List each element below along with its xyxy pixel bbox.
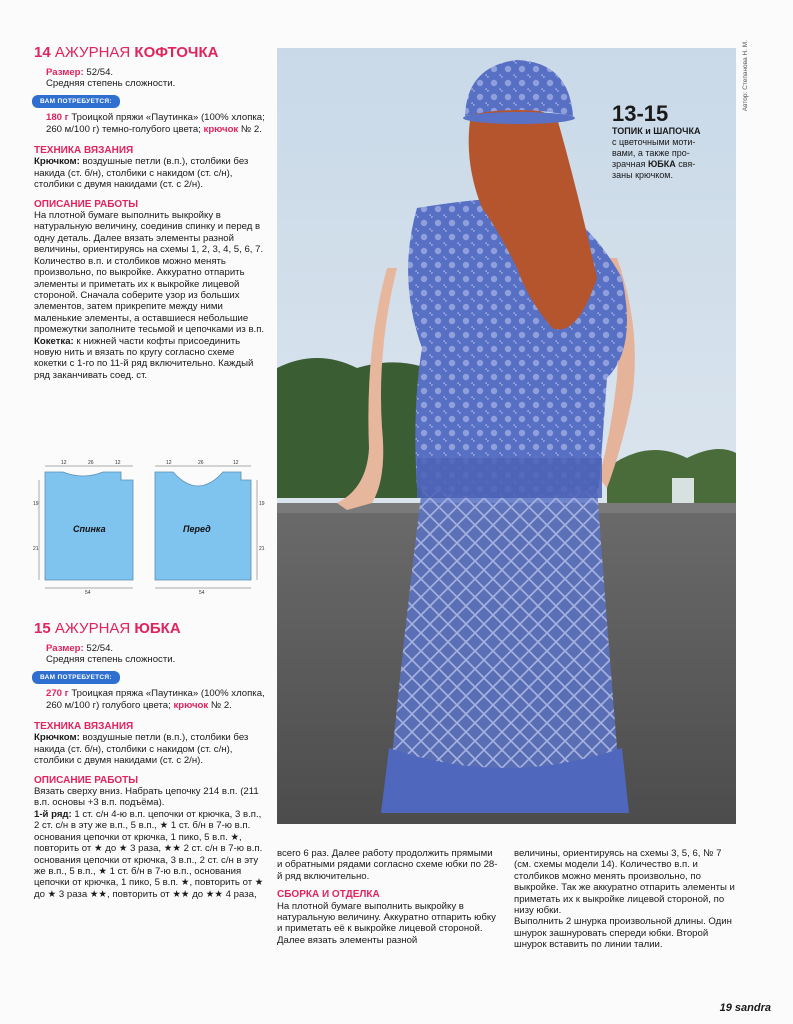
size-value: 52/54. <box>83 643 114 654</box>
section-heading: ТЕХНИКА ВЯЗАНИЯ <box>34 145 134 157</box>
dim-label: 26 <box>88 460 94 466</box>
model-number: 15 <box>34 620 51 637</box>
front-label: Перед <box>183 524 211 534</box>
hook-value: № 2. <box>208 699 232 711</box>
model15-title <box>34 620 268 637</box>
desc-intro: Вязать сверху вниз. Набрать цепочку 214 в.п. (211 в.п. основы +3 в.п. подъёма). <box>34 786 259 809</box>
tech-body: воздушные петли (в.п.), столбики без накида (ст. б/н), столбики с накидом (ст. с/н), столбики с двумя накидами (ст. с 2/н). <box>34 156 249 191</box>
caption-title: ТОПИК и ШАПОЧКА <box>612 126 701 136</box>
hook-label: крючок <box>203 123 239 135</box>
hook-label: крючок <box>173 699 209 711</box>
col2-text: На плотной бумаге выполнить выкройку в натуральную величину. Аккуратно отпарить юбку и приметать её к выкройке лицевой стороной. Далее вязать элементы разной <box>277 900 496 946</box>
tech-body: воздушные петли (в.п.), столбики без накида (ст. б/н), столбики с накидом (ст. с/н), столбики с двумя накидами (ст. с 2/н). <box>34 732 249 767</box>
yarn-text: Троицкая пряжа «Паутинка» (100% хлопка, 260 м/100 г) голубого цвета; <box>46 688 265 711</box>
model14-title <box>34 44 268 61</box>
size-label: Размер: <box>46 643 84 654</box>
caption-line: вами, а также про- <box>612 148 690 158</box>
col2-block <box>277 848 499 946</box>
pattern-schema <box>33 460 263 595</box>
dim-label: 26 <box>198 460 204 466</box>
yoke-body: к нижней части кофты присоединить новую нить и вязать по кругу согласно схеме кокетки с 1-го по 11-й ряд включительно. Каждый ряд заканчивать соед. ст. <box>34 335 254 381</box>
tech-text <box>34 156 268 190</box>
dim-label: 21 <box>259 546 265 552</box>
dim-label: 21 <box>33 546 39 552</box>
row1-bold: 1-й ряд: <box>34 808 72 820</box>
caption-bold: ЮБКА <box>647 159 676 169</box>
col3-block <box>514 848 738 951</box>
need-badge: ВАМ ПОТРЕБУЕТСЯ: <box>32 95 120 108</box>
yarn-text: Троицкой пряжи «Паутинка» (100% хлопка; 260 м/100 г) темно-голубого цвета; <box>46 112 265 135</box>
yarn-line <box>46 688 268 711</box>
title-word: КОФТОЧКА <box>134 44 219 61</box>
size-label: Размер: <box>46 67 84 78</box>
dim-label: 19 <box>33 501 39 507</box>
dim-label: 54 <box>85 590 91 596</box>
yoke-bold: Кокетка: <box>34 335 74 347</box>
caption-line: заны крючком. <box>612 170 673 180</box>
row1-body: 1 ст. с/н 4-ю в.п. цепочки от крючка, 3 в.п., 2 ст. с/н в эту же в.п., 5 в.п., ★ 1 ст. б/н в 7-ю в.п. основания цепочки от крючка, 1 пико, 5 в.п. ★, повторить от ★ до ★ 3 раза, ★★ 2 ст. с/н в 7-ю в.п. основания цепочки от крючка, 3 в.п., 2 ст. с/н в эту же в.п., 5 в.п., ★ 1 ст. б/н в 7-ю в.п., основания цепочки от крючка, 1 пико, 5 в.п. ★, повторить от ★ до ★ 3 раза ★★, повторить от ★★ до ★★ 4 раза, <box>34 808 264 900</box>
col3-text: Выполнить 2 шнурка произвольной длины. Один шнурок зашнуровать спереди юбки. Второй шнурок вставить по линии талии. <box>514 916 732 951</box>
need-badge: ВАМ ПОТРЕБУЕТСЯ: <box>32 671 120 684</box>
dim-label: 12 <box>166 460 172 466</box>
dim-label: 12 <box>115 460 121 466</box>
section-heading: ОПИСАНИЕ РАБОТЫ <box>34 198 139 210</box>
page-number: 19 sandra <box>719 1002 771 1014</box>
caption-line: с цветочными моти- <box>612 137 696 147</box>
title-word: АЖУРНАЯ <box>54 44 131 61</box>
yoke-text <box>34 336 268 382</box>
model15-block <box>34 620 268 900</box>
model14-block <box>34 44 268 381</box>
yarn-qty: 180 г <box>46 112 69 124</box>
yarn-line <box>46 112 268 135</box>
title-word: АЖУРНАЯ <box>54 620 131 637</box>
photo-caption <box>612 102 732 181</box>
tech-text <box>34 732 268 766</box>
size-line <box>46 67 268 78</box>
model-number: 14 <box>34 44 51 61</box>
back-label: Спинка <box>73 524 106 534</box>
caption-text: зрачная <box>612 159 648 169</box>
dim-label: 12 <box>233 460 239 466</box>
dim-label: 54 <box>199 590 205 596</box>
section-heading: СБОРКА И ОТДЕЛКА <box>277 889 380 901</box>
col3-text: величины, ориентируясь на схемы 3, 5, 6, № 7 (см. схемы модели 14). Количество в.п. и столбиков можно менять произвольно, по выкройке. Так же аккуратно отпарить элементы и приметать их к выкройке лицевой стороной, по низу юбки. <box>514 848 735 917</box>
dim-label: 12 <box>61 460 67 466</box>
section-heading: ТЕХНИКА ВЯЗАНИЯ <box>34 721 134 733</box>
caption-line <box>612 159 732 170</box>
hook-value: № 2. <box>238 123 262 135</box>
difficulty: Средняя степень сложности. <box>46 654 176 666</box>
desc-text: На плотной бумаге выполнить выкройку в натуральную величину, соединив спинку и перед в одну деталь. Далее вязать элементы разной величины, ориентируясь на схемы 1, 2, 3, 4, 5, 6, 7. Количество в.п. и столбиков можно менять произвольно, по выкройке. Аккуратно отпарить элементы и приметать их к выкройке лицевой стороной. Сначала соберите узор из больших элементов, затем прикрепите между ними маленькие элементы, а оставшиеся небольшие промежутки заполните тесьмой и цепочками из в.п. <box>34 210 265 336</box>
caption-number: 13-15 <box>612 101 669 126</box>
title-word: ЮБКА <box>134 620 181 637</box>
author-credit: Автор: Степанова Н. М. <box>742 40 749 112</box>
size-line <box>46 643 268 654</box>
section-heading: ОПИСАНИЕ РАБОТЫ <box>34 774 139 786</box>
col2-text: всего 6 раз. Далее работу продолжить прямыми и обратными рядами согласно схеме юбки по 28-й ряд включительно. <box>277 848 498 882</box>
size-value: 52/54. <box>83 67 114 78</box>
caption-text: свя- <box>675 159 696 169</box>
difficulty: Средняя степень сложности. <box>46 78 176 90</box>
tech-bold: Крючком: <box>34 732 80 744</box>
yarn-qty: 270 г <box>46 688 69 700</box>
dim-label: 19 <box>259 501 265 507</box>
row1-text <box>34 809 268 900</box>
tech-bold: Крючком: <box>34 156 80 168</box>
